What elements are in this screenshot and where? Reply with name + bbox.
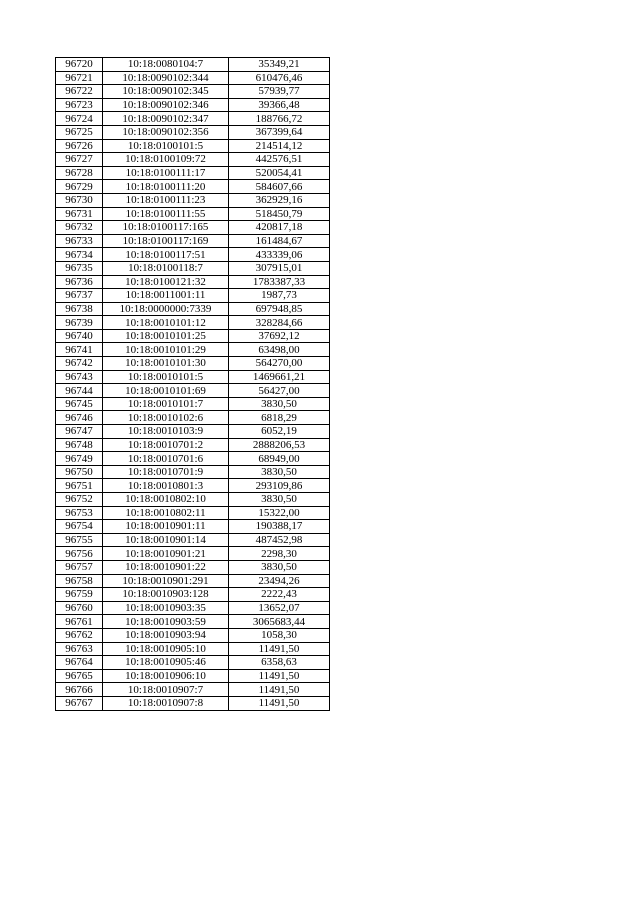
value-cell: 3830,50 xyxy=(229,397,330,411)
table-row xyxy=(56,642,330,656)
value-cell: 433339,06 xyxy=(229,248,330,262)
table-row xyxy=(56,343,330,357)
row-id-cell: 96729 xyxy=(56,180,103,194)
row-id-cell: 96740 xyxy=(56,329,103,343)
records-table xyxy=(55,57,330,711)
value-cell: 2222,43 xyxy=(229,588,330,602)
row-id-cell: 96720 xyxy=(56,58,103,72)
row-id-cell: 96764 xyxy=(56,656,103,670)
row-id-cell: 96762 xyxy=(56,628,103,642)
value-cell: 68949,00 xyxy=(229,452,330,466)
cadastral-number-cell: 10:18:0010101:7 xyxy=(103,397,229,411)
value-cell: 442576,51 xyxy=(229,153,330,167)
value-cell: 13652,07 xyxy=(229,601,330,615)
row-id-cell: 96726 xyxy=(56,139,103,153)
row-id-cell: 96724 xyxy=(56,112,103,126)
row-id-cell: 96721 xyxy=(56,71,103,85)
table-row xyxy=(56,302,330,316)
value-cell: 11491,50 xyxy=(229,642,330,656)
cadastral-number-cell: 10:18:0100118:7 xyxy=(103,261,229,275)
row-id-cell: 96736 xyxy=(56,275,103,289)
row-id-cell: 96747 xyxy=(56,425,103,439)
value-cell: 564270,00 xyxy=(229,357,330,371)
value-cell: 697948,85 xyxy=(229,302,330,316)
cadastral-number-cell: 10:18:0010901:14 xyxy=(103,533,229,547)
cadastral-number-cell: 10:18:0010901:21 xyxy=(103,547,229,561)
cadastral-number-cell: 10:18:0010801:3 xyxy=(103,479,229,493)
table-row xyxy=(56,193,330,207)
value-cell: 63498,00 xyxy=(229,343,330,357)
cadastral-number-cell: 10:18:0090102:344 xyxy=(103,71,229,85)
cadastral-number-cell: 10:18:0010101:25 xyxy=(103,329,229,343)
value-cell: 520054,41 xyxy=(229,166,330,180)
table-row xyxy=(56,370,330,384)
table-row xyxy=(56,656,330,670)
row-id-cell: 96722 xyxy=(56,85,103,99)
row-id-cell: 96767 xyxy=(56,696,103,710)
row-id-cell: 96763 xyxy=(56,642,103,656)
value-cell: 39366,48 xyxy=(229,98,330,112)
value-cell: 1469661,21 xyxy=(229,370,330,384)
table-row xyxy=(56,683,330,697)
value-cell: 1987,73 xyxy=(229,289,330,303)
row-id-cell: 96756 xyxy=(56,547,103,561)
cadastral-number-cell: 10:18:0010906:10 xyxy=(103,669,229,683)
value-cell: 23494,26 xyxy=(229,574,330,588)
row-id-cell: 96727 xyxy=(56,153,103,167)
table-row xyxy=(56,261,330,275)
cadastral-number-cell: 10:18:0010907:8 xyxy=(103,696,229,710)
table-row xyxy=(56,479,330,493)
table-row xyxy=(56,125,330,139)
cadastral-number-cell: 10:18:0090102:345 xyxy=(103,85,229,99)
table-row xyxy=(56,180,330,194)
value-cell: 518450,79 xyxy=(229,207,330,221)
value-cell: 367399,64 xyxy=(229,125,330,139)
cadastral-number-cell: 10:18:0010903:35 xyxy=(103,601,229,615)
value-cell: 293109,86 xyxy=(229,479,330,493)
table-row xyxy=(56,98,330,112)
table-row xyxy=(56,329,330,343)
cadastral-number-cell: 10:18:0010103:9 xyxy=(103,425,229,439)
row-id-cell: 96730 xyxy=(56,193,103,207)
value-cell: 188766,72 xyxy=(229,112,330,126)
cadastral-number-cell: 10:18:0010905:46 xyxy=(103,656,229,670)
table-row xyxy=(56,628,330,642)
value-cell: 214514,12 xyxy=(229,139,330,153)
table-row xyxy=(56,166,330,180)
table-row xyxy=(56,153,330,167)
table-row xyxy=(56,71,330,85)
value-cell: 190388,17 xyxy=(229,520,330,534)
row-id-cell: 96760 xyxy=(56,601,103,615)
row-id-cell: 96758 xyxy=(56,574,103,588)
row-id-cell: 96745 xyxy=(56,397,103,411)
cadastral-number-cell: 10:18:0000000:7339 xyxy=(103,302,229,316)
cadastral-number-cell: 10:18:0010101:30 xyxy=(103,357,229,371)
value-cell: 3830,50 xyxy=(229,465,330,479)
table-row xyxy=(56,452,330,466)
row-id-cell: 96739 xyxy=(56,316,103,330)
row-id-cell: 96733 xyxy=(56,234,103,248)
cadastral-number-cell: 10:18:0080104:7 xyxy=(103,58,229,72)
value-cell: 3830,50 xyxy=(229,560,330,574)
row-id-cell: 96765 xyxy=(56,669,103,683)
row-id-cell: 96744 xyxy=(56,384,103,398)
cadastral-number-cell: 10:18:0100117:165 xyxy=(103,221,229,235)
table-row xyxy=(56,397,330,411)
table-row xyxy=(56,234,330,248)
table-row xyxy=(56,275,330,289)
row-id-cell: 96728 xyxy=(56,166,103,180)
row-id-cell: 96750 xyxy=(56,465,103,479)
table-row xyxy=(56,438,330,452)
table-row xyxy=(56,615,330,629)
row-id-cell: 96766 xyxy=(56,683,103,697)
cadastral-number-cell: 10:18:0090102:346 xyxy=(103,98,229,112)
table-row xyxy=(56,465,330,479)
table-row xyxy=(56,601,330,615)
cadastral-number-cell: 10:18:0010101:5 xyxy=(103,370,229,384)
table-row xyxy=(56,316,330,330)
table-row xyxy=(56,560,330,574)
table-row xyxy=(56,289,330,303)
row-id-cell: 96754 xyxy=(56,520,103,534)
value-cell: 584607,66 xyxy=(229,180,330,194)
cadastral-number-cell: 10:18:0010101:69 xyxy=(103,384,229,398)
row-id-cell: 96732 xyxy=(56,221,103,235)
cadastral-number-cell: 10:18:0010901:11 xyxy=(103,520,229,534)
row-id-cell: 96751 xyxy=(56,479,103,493)
table-row xyxy=(56,58,330,72)
table-row xyxy=(56,696,330,710)
value-cell: 610476,46 xyxy=(229,71,330,85)
row-id-cell: 96759 xyxy=(56,588,103,602)
value-cell: 328284,66 xyxy=(229,316,330,330)
row-id-cell: 96761 xyxy=(56,615,103,629)
table-row xyxy=(56,520,330,534)
row-id-cell: 96725 xyxy=(56,125,103,139)
value-cell: 37692,12 xyxy=(229,329,330,343)
cadastral-number-cell: 10:18:0090102:347 xyxy=(103,112,229,126)
row-id-cell: 96731 xyxy=(56,207,103,221)
cadastral-number-cell: 10:18:0100109:72 xyxy=(103,153,229,167)
value-cell: 6052,19 xyxy=(229,425,330,439)
cadastral-number-cell: 10:18:0010903:128 xyxy=(103,588,229,602)
cadastral-number-cell: 10:18:0010802:11 xyxy=(103,506,229,520)
row-id-cell: 96735 xyxy=(56,261,103,275)
value-cell: 487452,98 xyxy=(229,533,330,547)
cadastral-number-cell: 10:18:0010701:6 xyxy=(103,452,229,466)
value-cell: 57939,77 xyxy=(229,85,330,99)
value-cell: 11491,50 xyxy=(229,669,330,683)
value-cell: 15322,00 xyxy=(229,506,330,520)
value-cell: 3065683,44 xyxy=(229,615,330,629)
cadastral-number-cell: 10:18:0100111:23 xyxy=(103,193,229,207)
value-cell: 6818,29 xyxy=(229,411,330,425)
table-row xyxy=(56,384,330,398)
row-id-cell: 96753 xyxy=(56,506,103,520)
value-cell: 6358,63 xyxy=(229,656,330,670)
value-cell: 2888206,53 xyxy=(229,438,330,452)
value-cell: 11491,50 xyxy=(229,696,330,710)
row-id-cell: 96752 xyxy=(56,493,103,507)
row-id-cell: 96741 xyxy=(56,343,103,357)
cadastral-number-cell: 10:18:0010101:12 xyxy=(103,316,229,330)
cadastral-number-cell: 10:18:0010903:94 xyxy=(103,628,229,642)
table-row xyxy=(56,574,330,588)
value-cell: 3830,50 xyxy=(229,493,330,507)
value-cell: 362929,16 xyxy=(229,193,330,207)
value-cell: 1058,30 xyxy=(229,628,330,642)
cadastral-number-cell: 10:18:0010903:59 xyxy=(103,615,229,629)
table-row xyxy=(56,411,330,425)
cadastral-number-cell: 10:18:0010701:2 xyxy=(103,438,229,452)
table-row xyxy=(56,85,330,99)
records-body xyxy=(56,58,330,711)
row-id-cell: 96757 xyxy=(56,560,103,574)
row-id-cell: 96737 xyxy=(56,289,103,303)
table-row xyxy=(56,139,330,153)
cadastral-number-cell: 10:18:0100121:32 xyxy=(103,275,229,289)
row-id-cell: 96746 xyxy=(56,411,103,425)
value-cell: 56427,00 xyxy=(229,384,330,398)
table-row xyxy=(56,493,330,507)
value-cell: 2298,30 xyxy=(229,547,330,561)
cadastral-number-cell: 10:18:0011001:11 xyxy=(103,289,229,303)
table-row xyxy=(56,425,330,439)
table-row xyxy=(56,357,330,371)
cadastral-number-cell: 10:18:0100111:17 xyxy=(103,166,229,180)
cadastral-number-cell: 10:18:0090102:356 xyxy=(103,125,229,139)
table-row xyxy=(56,506,330,520)
cadastral-number-cell: 10:18:0010907:7 xyxy=(103,683,229,697)
table-row xyxy=(56,207,330,221)
cadastral-number-cell: 10:18:0100117:51 xyxy=(103,248,229,262)
cadastral-number-cell: 10:18:0010905:10 xyxy=(103,642,229,656)
value-cell: 35349,21 xyxy=(229,58,330,72)
cadastral-number-cell: 10:18:0100111:55 xyxy=(103,207,229,221)
table-row xyxy=(56,248,330,262)
value-cell: 11491,50 xyxy=(229,683,330,697)
row-id-cell: 96734 xyxy=(56,248,103,262)
cadastral-number-cell: 10:18:0100111:20 xyxy=(103,180,229,194)
table-row xyxy=(56,669,330,683)
cadastral-number-cell: 10:18:0100101:5 xyxy=(103,139,229,153)
row-id-cell: 96749 xyxy=(56,452,103,466)
row-id-cell: 96742 xyxy=(56,357,103,371)
table-row xyxy=(56,112,330,126)
cadastral-number-cell: 10:18:0100117:169 xyxy=(103,234,229,248)
cadastral-number-cell: 10:18:0010101:29 xyxy=(103,343,229,357)
row-id-cell: 96738 xyxy=(56,302,103,316)
cadastral-number-cell: 10:18:0010701:9 xyxy=(103,465,229,479)
row-id-cell: 96748 xyxy=(56,438,103,452)
table-row xyxy=(56,533,330,547)
value-cell: 420817,18 xyxy=(229,221,330,235)
table-row xyxy=(56,547,330,561)
cadastral-number-cell: 10:18:0010802:10 xyxy=(103,493,229,507)
cadastral-number-cell: 10:18:0010901:22 xyxy=(103,560,229,574)
row-id-cell: 96755 xyxy=(56,533,103,547)
value-cell: 307915,01 xyxy=(229,261,330,275)
table-row xyxy=(56,588,330,602)
cadastral-number-cell: 10:18:0010901:291 xyxy=(103,574,229,588)
cadastral-number-cell: 10:18:0010102:6 xyxy=(103,411,229,425)
value-cell: 161484,67 xyxy=(229,234,330,248)
table-row xyxy=(56,221,330,235)
row-id-cell: 96743 xyxy=(56,370,103,384)
value-cell: 1783387,33 xyxy=(229,275,330,289)
row-id-cell: 96723 xyxy=(56,98,103,112)
